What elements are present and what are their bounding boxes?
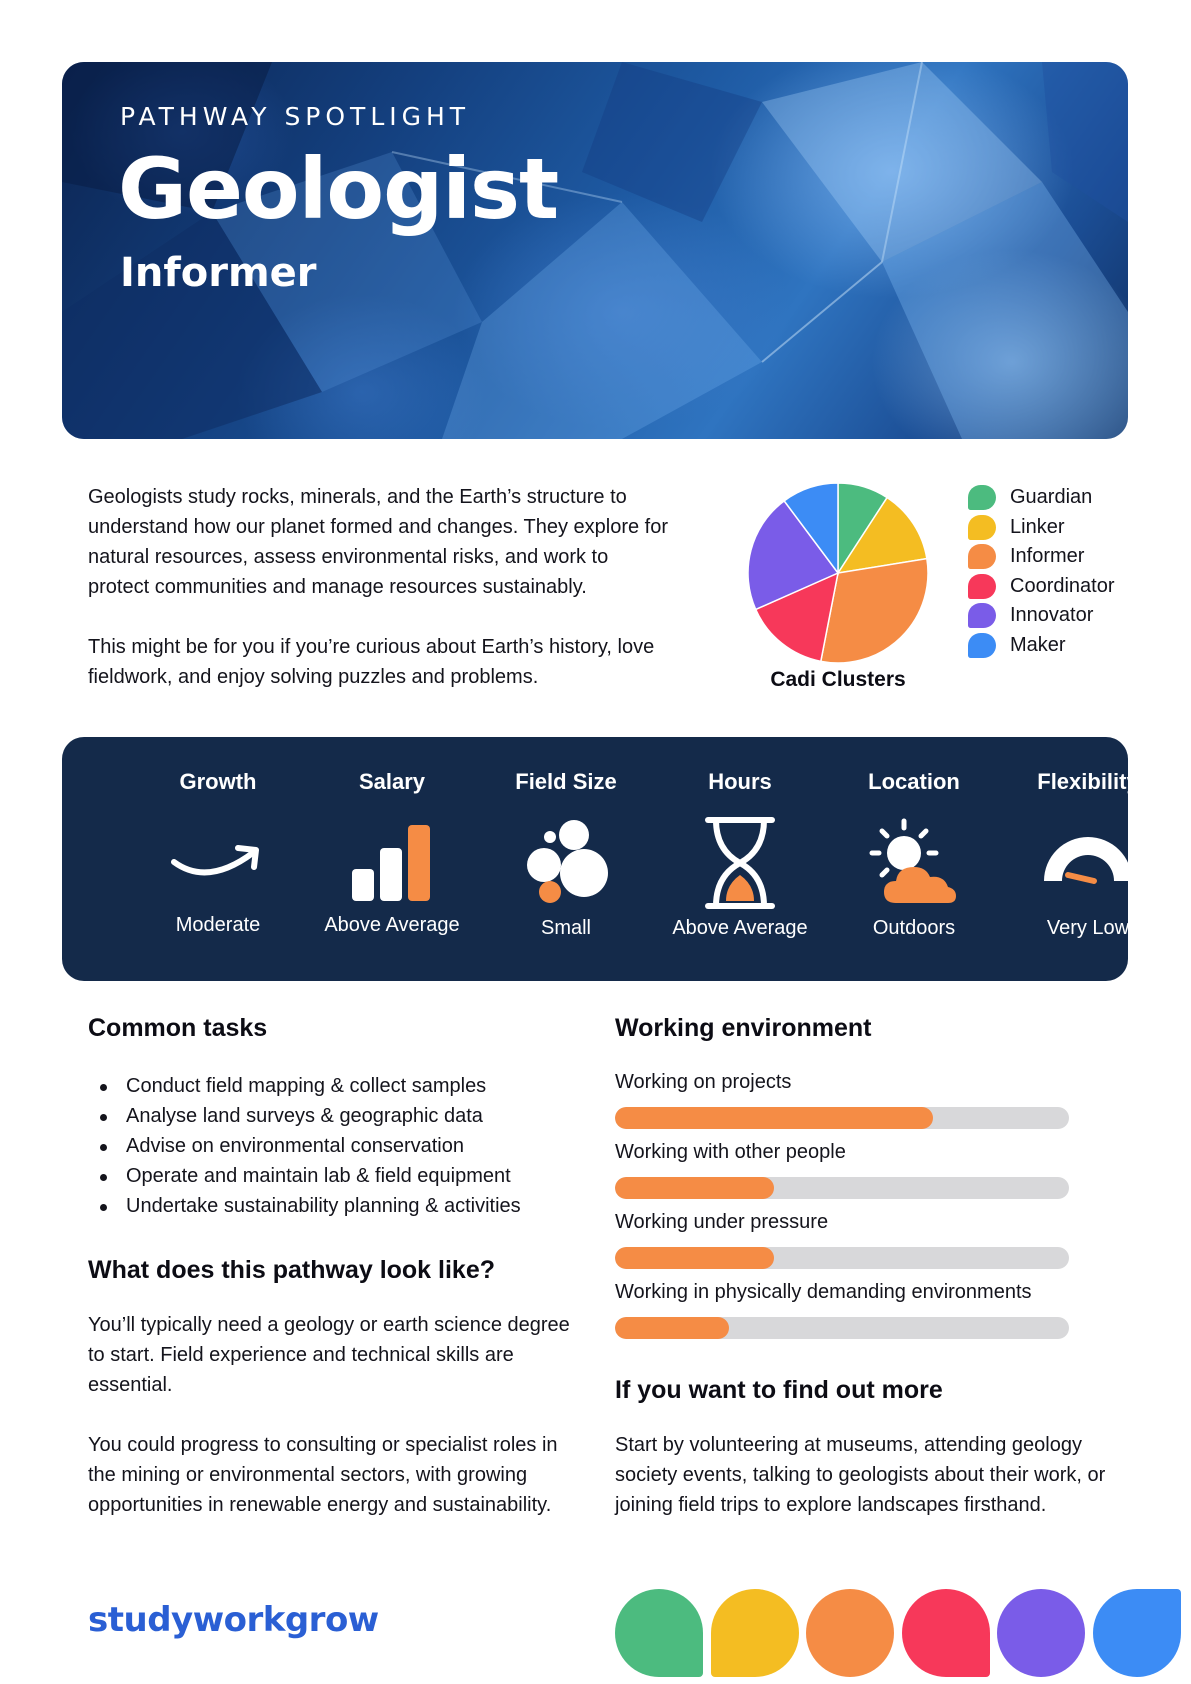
legend-swatch bbox=[968, 485, 996, 510]
environment-bar bbox=[615, 1247, 1069, 1269]
environment-label: Working under pressure bbox=[615, 1211, 829, 1233]
page-title: Geologist bbox=[118, 140, 559, 238]
legend-item bbox=[968, 631, 1115, 661]
environment-bar-fill bbox=[615, 1177, 774, 1199]
stat-value: Above Average bbox=[672, 917, 808, 939]
hero-banner bbox=[62, 62, 1128, 439]
environment-bar bbox=[615, 1317, 1069, 1339]
intro-text bbox=[88, 482, 668, 692]
pathway-heading: What does this pathway look like? bbox=[88, 1256, 496, 1284]
legend-swatch bbox=[968, 633, 996, 658]
stat-value: Very Low bbox=[1046, 917, 1130, 939]
list-item: Analyse land surveys & geographic data bbox=[96, 1101, 521, 1131]
legend-swatch bbox=[968, 574, 996, 599]
stat-field-size bbox=[479, 737, 653, 981]
stat-title: Flexibility bbox=[1037, 769, 1139, 794]
legend-item bbox=[968, 483, 1115, 513]
environment-bar-fill bbox=[615, 1317, 729, 1339]
stat-value: Small bbox=[540, 917, 591, 939]
list-item: Conduct field mapping & collect samples bbox=[96, 1071, 521, 1101]
gauge-icon bbox=[1038, 815, 1138, 915]
stat-title: Salary bbox=[358, 769, 426, 794]
stat-value: Outdoors bbox=[872, 917, 956, 939]
list-item: Undertake sustainability planning & activities bbox=[96, 1191, 521, 1221]
environment-heading: Working environment bbox=[615, 1014, 872, 1042]
chart-legend bbox=[968, 483, 1115, 660]
legend-label: Innovator bbox=[1010, 604, 1094, 627]
legend-label: Informer bbox=[1010, 545, 1085, 568]
environment-bar-fill bbox=[615, 1107, 933, 1129]
environment-label: Working on projects bbox=[615, 1071, 792, 1093]
environment-bar bbox=[615, 1177, 1069, 1199]
stat-title: Field Size bbox=[515, 769, 617, 794]
curved-arrow-icon bbox=[168, 815, 268, 915]
legend-item bbox=[968, 572, 1115, 602]
list-item: Advise on environmental conservation bbox=[96, 1131, 521, 1161]
sun-cloud-icon bbox=[864, 815, 964, 915]
environment-bar bbox=[615, 1107, 1069, 1129]
intro-paragraph: Geologists study rocks, minerals, and the Earth’s structure to understand how our planet formed and changes. They explore for natural resources, assess environmental risks, and work to protect communities and manage resources sustainably. bbox=[88, 486, 668, 598]
legend-item bbox=[968, 513, 1115, 543]
legend-swatch bbox=[968, 544, 996, 569]
list-item: Operate and maintain lab & field equipment bbox=[96, 1161, 521, 1191]
career-stats-panel bbox=[62, 737, 1139, 981]
tasks-heading: Common tasks bbox=[88, 1014, 268, 1042]
legend-item bbox=[968, 601, 1115, 631]
tasks-list bbox=[96, 1071, 521, 1221]
footer-shape bbox=[711, 1589, 799, 1677]
environment-label: Working with other people bbox=[615, 1141, 846, 1163]
intro-paragraph: This might be for you if you’re curious about Earth’s history, love fieldwork, and enjoy solving puzzles and problems. bbox=[88, 636, 655, 688]
brand-logo: studyworkgrow bbox=[88, 1600, 379, 1640]
pie-chart bbox=[745, 480, 931, 666]
more-heading: If you want to find out more bbox=[615, 1376, 943, 1404]
stat-title: Growth bbox=[179, 769, 257, 794]
hourglass-icon bbox=[690, 815, 790, 915]
pathway-paragraph: You’ll typically need a geology or earth science degree to start. Field experience and technical skills are essential. bbox=[88, 1314, 570, 1396]
stat-value: Moderate bbox=[175, 914, 261, 936]
chart-title: Cadi Clusters bbox=[770, 668, 906, 691]
legend-swatch bbox=[968, 603, 996, 628]
legend-label: Maker bbox=[1010, 633, 1066, 656]
stat-location bbox=[827, 737, 1001, 981]
footer-shape bbox=[902, 1589, 990, 1677]
environment-bar-fill bbox=[615, 1247, 774, 1269]
pathway-paragraph: You could progress to consulting or specialist roles in the mining or environmental sectors, with growing opportunities in renewable energy and sustainability. bbox=[88, 1434, 558, 1516]
legend-label: Linker bbox=[1010, 515, 1065, 538]
circles-icon bbox=[516, 815, 616, 915]
footer-shape bbox=[615, 1589, 703, 1677]
legend-item bbox=[968, 542, 1115, 572]
stat-growth bbox=[131, 737, 305, 981]
hero-eyebrow: PATHWAY SPOTLIGHT bbox=[120, 102, 471, 131]
footer-shape bbox=[806, 1589, 894, 1677]
more-paragraph: Start by volunteering at museums, attending geology society events, talking to geologists about their work, or joining field trips to explore landscapes firsthand. bbox=[615, 1434, 1106, 1516]
legend-label: Guardian bbox=[1010, 486, 1093, 509]
stat-salary bbox=[305, 737, 479, 981]
footer-shape bbox=[1093, 1589, 1181, 1677]
stat-flexibility bbox=[1001, 737, 1175, 981]
legend-label: Coordinator bbox=[1010, 574, 1115, 597]
environment-label: Working in physically demanding environments bbox=[615, 1281, 1032, 1303]
bar-chart-icon bbox=[342, 815, 442, 915]
stat-title: Location bbox=[868, 769, 960, 794]
footer-shape bbox=[997, 1589, 1085, 1677]
cadi-clusters-chart bbox=[745, 480, 935, 700]
stat-value: Above Average bbox=[324, 914, 460, 936]
stat-hours bbox=[653, 737, 827, 981]
page-subtitle: Informer bbox=[120, 250, 317, 296]
legend-swatch bbox=[968, 515, 996, 540]
stat-title: Hours bbox=[708, 769, 772, 794]
